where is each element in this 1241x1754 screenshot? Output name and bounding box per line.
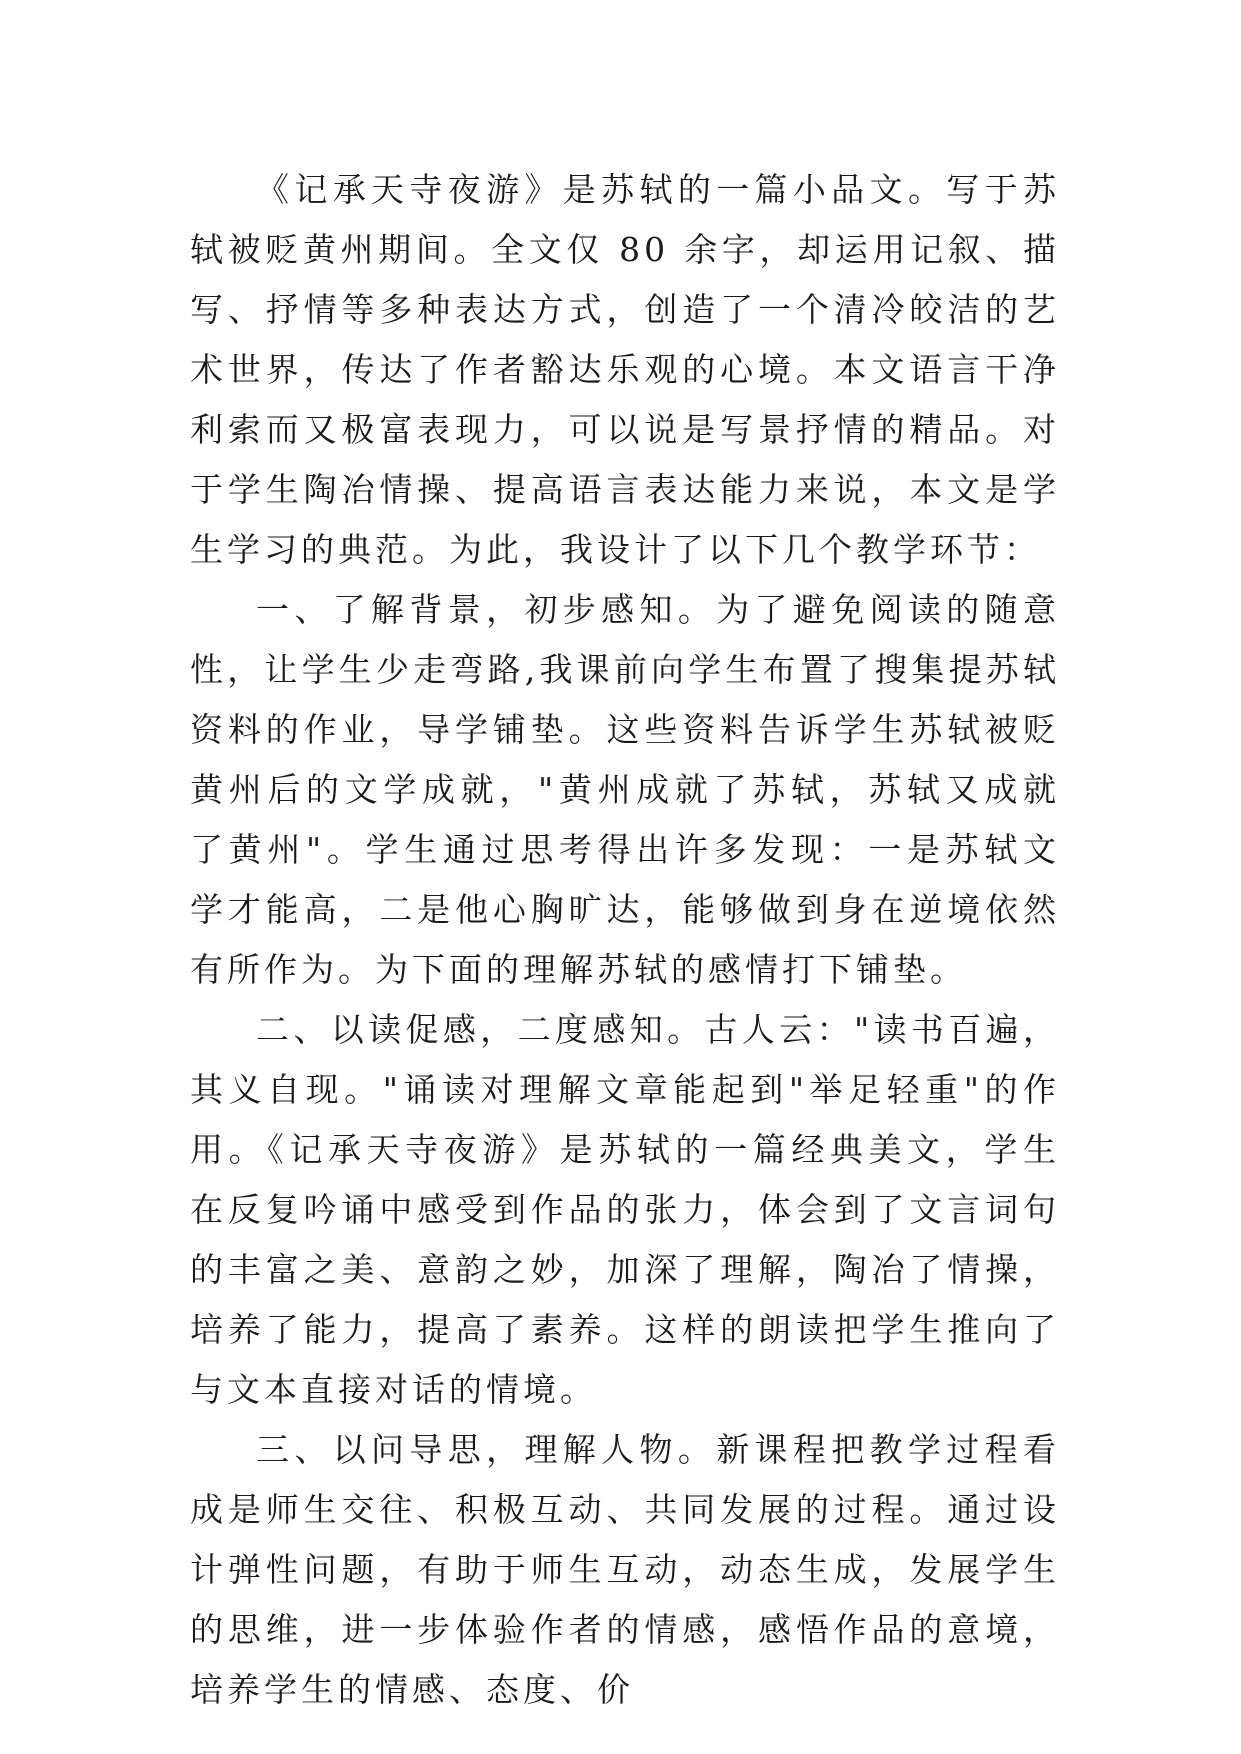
paragraph-step-two: 二、以读促感，二度感知。古人云："读书百遍，其义自现。"诵读对理解文章能起到"举足轻重"的作用。《记承天寺夜游》是苏轼的一篇经典美文，学生在反复吟诵中感受到作品的张力，体会到了文言词句的丰富之美、意韵之妙，加深了理解，陶冶了情操，培养了能力，提高了素养。这样的朗读把学生推向了与文本直接对话的情境。 xyxy=(190,1010,1060,1409)
paragraph-intro: 《记承天寺夜游》是苏轼的一篇小品文。写于苏轼被贬黄州期间。全文仅 80 余字，却运用记叙、描写、抒情等多种表达方式，创造了一个清冷皎洁的艺术世界，传达了作者豁达乐观的心境。本文语言干净利索而又极富表现力，可以说是写景抒情的精品。对于学生陶冶情操、提高语言表达能力来说，本文是学生学习的典范。为此，我设计了以下几个教学环节： xyxy=(190,170,1060,569)
paragraph-step-three: 三、以问导思，理解人物。新课程把教学过程看成是师生交往、积极互动、共同发展的过程。通过设计弹性问题，有助于师生互动，动态生成，发展学生的思维，进一步体验作者的情感，感悟作品的意境，培养学生的情感、态度、价 xyxy=(190,1430,1060,1709)
body-text xyxy=(190,160,1060,1720)
paragraph-step-one: 一、了解背景，初步感知。为了避免阅读的随意性，让学生少走弯路,我课前向学生布置了搜集提苏轼资料的作业，导学铺垫。这些资料告诉学生苏轼被贬黄州后的文学成就，"黄州成就了苏轼，苏轼又成就了黄州"。学生通过思考得出许多发现：一是苏轼文学才能高，二是他心胸旷达，能够做到身在逆境依然有所作为。为下面的理解苏轼的感情打下铺垫。 xyxy=(190,590,1060,989)
